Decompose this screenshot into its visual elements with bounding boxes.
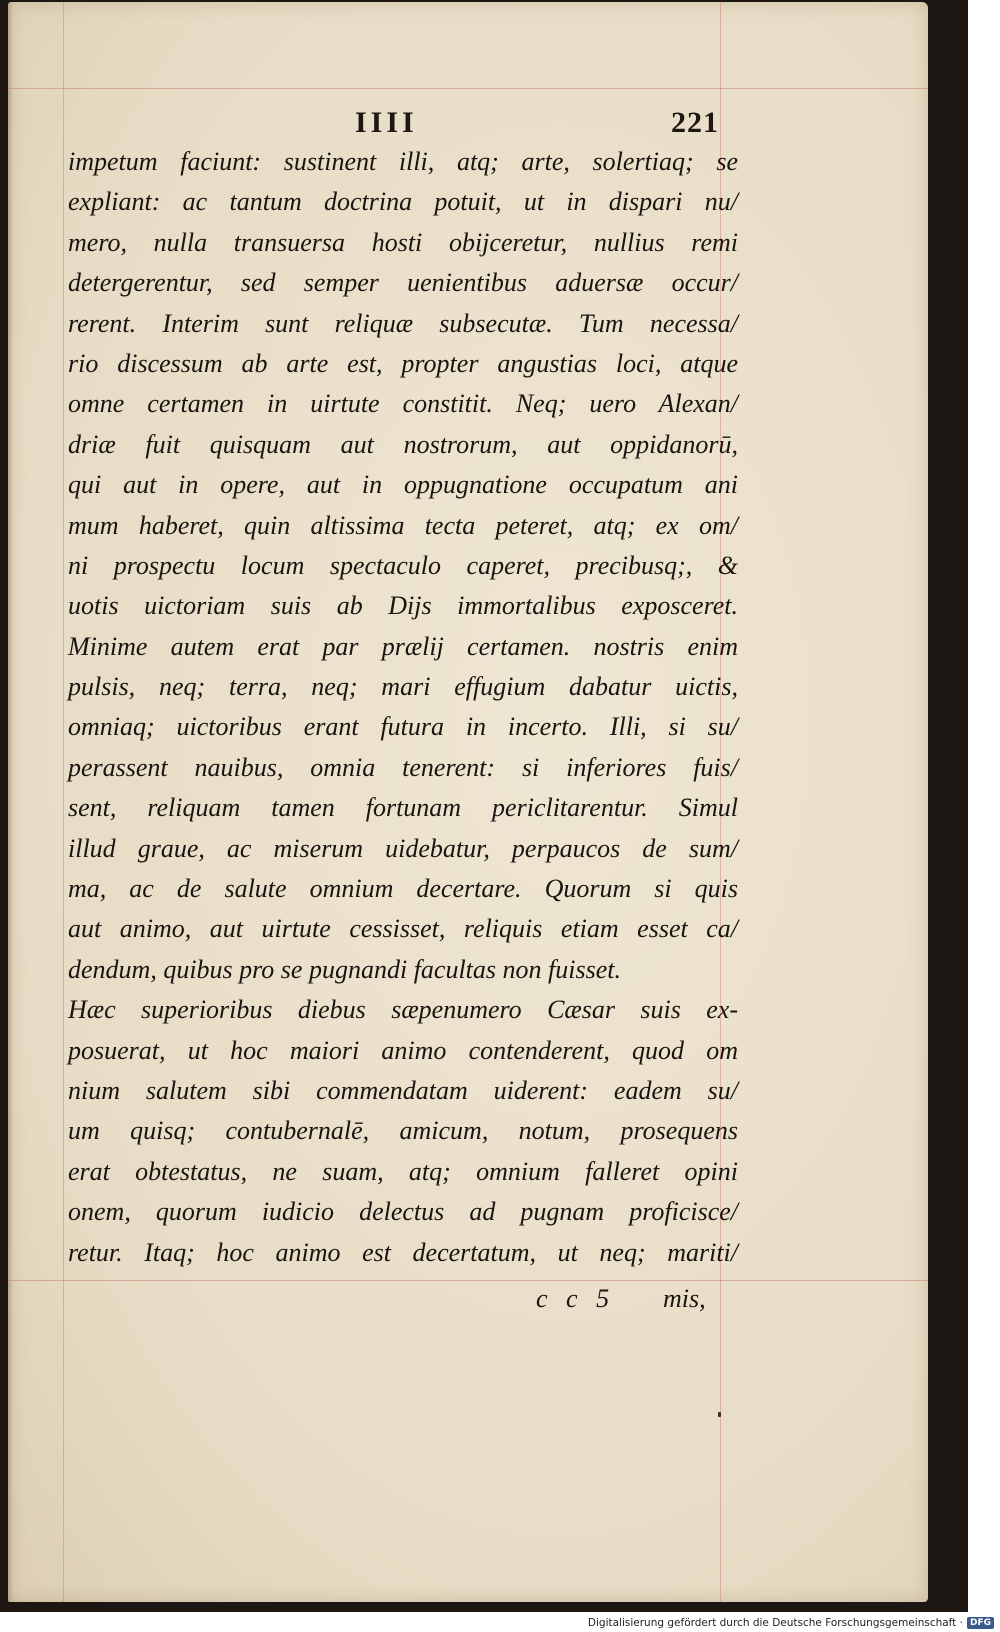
catchword-line bbox=[8, 1284, 928, 1324]
text-line: rerent. Interim sunt reliquæ subsecutæ. Tum necessa/ bbox=[68, 308, 738, 338]
running-head-signature: IIII bbox=[355, 106, 418, 139]
text-line: aut animo, aut uirtute cessisset, reliquis etiam esset ca/ bbox=[68, 914, 738, 944]
text-line: onem, quorum iudicio delectus ad pugnam proficisce/ bbox=[68, 1197, 738, 1227]
page-gutter-shadow bbox=[8, 2, 13, 1602]
text-line: ni prospectu locum spectaculo caperet, precibusq;, & bbox=[68, 550, 738, 580]
text-line: dendum, quibus pro se pugnandi facultas non fuisset. bbox=[68, 954, 621, 984]
text-line: rio discessum ab arte est, propter angustias loci, atque bbox=[68, 348, 738, 378]
dfg-logo-icon: DFG bbox=[967, 1617, 994, 1629]
text-line: omne certamen in uirtute constitit. Neq; uero Alexan/ bbox=[68, 389, 738, 419]
funding-credit: Digitalisierung gefördert durch die Deutsche Forschungsgemeinschaft · bbox=[587, 1617, 963, 1629]
text-line: illud graue, ac miserum uidebatur, perpaucos de sum/ bbox=[68, 833, 738, 863]
text-line: driæ fuit quisquam aut nostrorum, aut oppidanorū, bbox=[68, 429, 738, 459]
ruled-margin-line-top bbox=[8, 88, 928, 89]
text-line: posuerat, ut hoc maiori animo contenderent, quod om bbox=[68, 1035, 738, 1065]
text-line: ma, ac de salute omnium decertare. Quorum si quis bbox=[68, 874, 738, 904]
digitization-footer bbox=[588, 1614, 994, 1632]
text-line: sent, reliquam tamen fortunam periclitarentur. Simul bbox=[68, 793, 738, 823]
ruled-margin-line-left bbox=[63, 2, 64, 1602]
running-head bbox=[8, 106, 928, 146]
folio-number: 221 bbox=[671, 106, 719, 139]
text-line: qui aut in opere, aut in oppugnatione occupatum ani bbox=[68, 470, 738, 500]
text-line: perassent nauibus, omnia tenerent: si inferiores fuis/ bbox=[68, 752, 738, 782]
text-line: erat obtestatus, ne suam, atq; omnium falleret opini bbox=[68, 1156, 738, 1186]
ink-speck bbox=[718, 1412, 721, 1417]
text-line: Minime autem erat par prælij certamen. nostris enim bbox=[68, 631, 738, 661]
text-line: expliant: ac tantum doctrina potuit, ut in dispari nu/ bbox=[68, 187, 738, 217]
text-line: omniaq; uictoribus erant futura in incerto. Illi, si su/ bbox=[68, 712, 738, 742]
book-page bbox=[8, 2, 928, 1602]
text-line: mero, nulla transuersa hosti obijceretur, nullius remi bbox=[68, 227, 738, 257]
text-line: nium salutem sibi commendatam uiderent: eadem su/ bbox=[68, 1075, 738, 1105]
ruled-margin-line-bottom bbox=[8, 1280, 928, 1281]
text-line: detergerentur, sed semper uenientibus aduersæ occur/ bbox=[68, 268, 738, 298]
text-line: impetum faciunt: sustinent illi, atq; arte, solertiaq; se bbox=[68, 147, 738, 176]
text-line: Hæc superioribus diebus sæpenumero Cæsar suis ex- bbox=[68, 995, 738, 1025]
text-line: uotis uictoriam suis ab Dijs immortalibus exposceret. bbox=[68, 591, 738, 621]
text-line: um quisq; contubernalē, amicum, notum, prosequens bbox=[68, 1116, 738, 1146]
catchword: mis, bbox=[663, 1284, 706, 1313]
gathering-signature: c c 5 bbox=[536, 1284, 616, 1313]
text-line: retur. Itaq; hoc animo est decertatum, ut neq; mariti/ bbox=[68, 1237, 738, 1267]
text-line: pulsis, neq; terra, neq; mari effugium dabatur uictis, bbox=[68, 672, 738, 702]
text-line: mum haberet, quin altissima tecta peteret, atq; ex om/ bbox=[68, 510, 738, 540]
body-text bbox=[68, 142, 738, 1273]
